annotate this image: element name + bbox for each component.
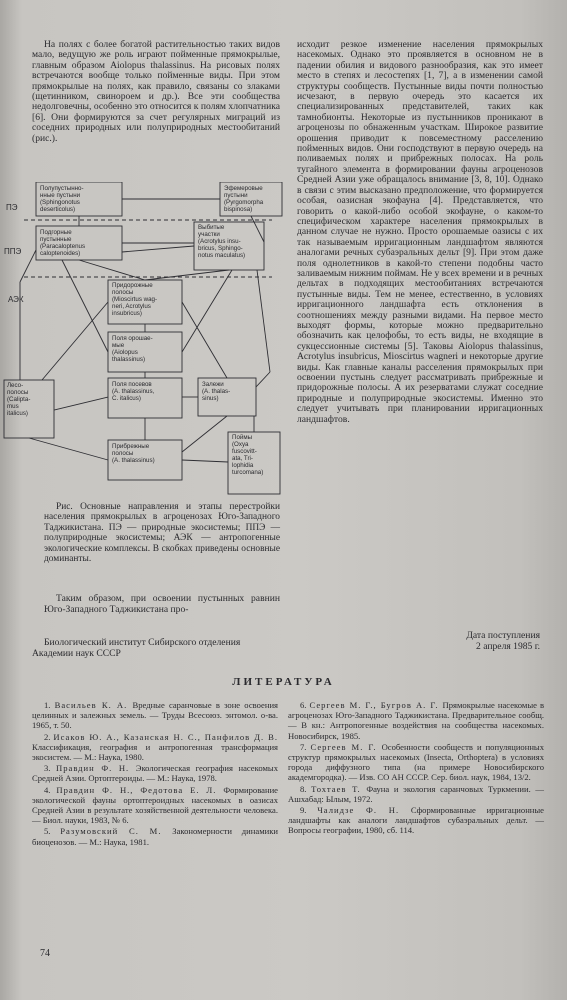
diagram-box-label-b4: Выбитые — [198, 224, 225, 231]
diagram-box-label-b4: участки — [198, 231, 220, 238]
side-label-pe: ПЭ — [6, 203, 18, 212]
reference-text: Особенности сообществ и популяционных структур прямокрылых насекомых (Insecta, Orthoptera) в условиях города диффузного типа (на примере Новосибирского академгородка). — Изв. СО АН СССР. Сер. биол. наук, 1984, 13/2. — [288, 741, 544, 783]
reference-number: 2. — [44, 731, 54, 742]
diagram-box-label-b7: Лесо- — [7, 382, 24, 389]
left-intro-paragraph: На полях с более богатой растительностью таких видов мало, ведущую же роль играют пойменные прямокрылые, главным образом Aiolopus thalassinus. На рисовых полях встречаются вообще только пойменные виды. При этом прямокрылые на полях, как правило, связаны со злаками (щетинником, свинороем и др.). Все эти сообщества недолговечны, особенно это относится к полям хлопчатника [6]. Они формируются за счет регулярных миграций из соседних природных или полуприродных местообитаний (рис.). — [32, 39, 280, 144]
diagram-box-label-b9: (A. thalas- — [202, 388, 231, 395]
side-label-ppe: ППЭ — [4, 247, 22, 256]
diagram-box-label-b10: Прибрежные — [112, 443, 150, 450]
diagram-box-label-b6: (Aiolopus — [112, 349, 138, 356]
diagram-box-label-b1: deserticolus) — [40, 206, 76, 213]
diagram-box-label-b8: Поля посевов — [112, 381, 152, 388]
diagram-box-label-b5: полосы — [112, 289, 134, 296]
diagram-box-label-b7: (Calipta- — [7, 396, 31, 403]
left-column — [32, 40, 280, 144]
diagram-box-label-b6: мые — [112, 342, 125, 349]
diagram-box-label-b3: (Paracaloptenus — [40, 243, 86, 250]
reference-number: 6. — [300, 700, 310, 710]
diagram-svg — [2, 182, 292, 500]
literature-title: ЛИТЕРАТУРА — [232, 676, 335, 688]
reference-item — [32, 785, 278, 826]
reference-item — [288, 784, 544, 804]
diagram-box-label-b5: insubricus) — [112, 310, 142, 317]
diagram-box-label-b2: (Pyrgomorpha — [224, 199, 264, 206]
diagram-box-label-b2: Эфемеровые — [224, 185, 263, 192]
diagram-box-label-b10: (A. thalassinus) — [112, 457, 155, 464]
reference-item — [288, 700, 544, 741]
reference-text: Закономерности динамики биоценозов. — М.: Наука, 1981. — [32, 826, 279, 847]
diagram-box-label-b8: C. italicus) — [112, 395, 141, 402]
reference-item — [288, 805, 544, 836]
reference-number: 8. — [300, 783, 312, 794]
diagram-box-label-b1: Полупустынно- — [40, 185, 84, 192]
received-value: 2 апреля 1985 г. — [476, 641, 540, 652]
diagram-box-label-b11: turcomana) — [232, 469, 264, 476]
diagram-box-label-b3: Подгорные — [40, 229, 72, 236]
reference-text: Вредные саранчовые в зоне освоения целинных и залежных земель. — Труды Всесоюз. энтомол. о-ва. 1965, т. 50. — [32, 700, 278, 731]
received-label: Дата поступления — [466, 630, 540, 641]
reference-number: 9. — [300, 805, 318, 816]
reference-author: Тохтаев Т. — [311, 783, 367, 794]
reference-item — [288, 742, 544, 783]
diagram-box-label-b7: mus — [7, 403, 19, 410]
reference-number: 1. — [44, 700, 55, 710]
figure-caption: Рис. Основные направления и этапы перестройки населения прямокрылых в агроценозах Юго-Западного Таджикистана. ПЭ — природные экосистемы; ППЭ — полуприродные экосистемы; АЭК — антропогенные экологические комплексы. В скобках приведены основные доминанты. — [44, 502, 280, 565]
diagram-box-label-b6: Поля орошае- — [112, 335, 153, 342]
diagram-box-label-b2: пустыни — [224, 192, 248, 199]
reference-author: Правдин Ф. Н. — [56, 763, 136, 774]
reference-item — [32, 826, 278, 846]
reference-author: Сергеев М. Г., Бугров А. Г. — [309, 700, 443, 710]
reference-text: Формирование экологической фауны ортоптероидных насекомых в оазисах Средней Азии в результате хозяйственной деятельности человека. — Биол. науки, 1983, № 6. — [32, 784, 278, 826]
references-left — [32, 700, 278, 848]
reference-text: Фауна и экология саранчовых Туркмении. — Ашхабад: Ылым, 1972. — [288, 783, 544, 804]
diagram-box-label-b5: neri, Acrotylus — [112, 303, 151, 310]
diagram-box-label-b5: (Mioscirtus wag- — [112, 296, 158, 303]
figure-diagram — [2, 182, 292, 500]
diagram-box-label-b11: (Oxya — [232, 441, 249, 448]
diagram-box-label-b11: fuscovitt- — [232, 448, 257, 455]
diagram-box-label-b4: notus maculatus) — [198, 252, 246, 259]
diagram-box-texts — [7, 185, 264, 476]
reference-author: Исаков Ю. А., Казанская Н. С., Панфилов Д. В. — [53, 731, 279, 742]
diagram-box-label-b1: нные пустыни — [40, 192, 81, 199]
side-label-aek: АЭК — [8, 295, 24, 304]
diagram-box-label-b9: Залежи — [202, 381, 224, 388]
diagram-box-label-b7: полосы — [7, 389, 29, 396]
diagram-box-label-b7: italicus) — [7, 410, 28, 417]
reference-number: 7. — [300, 741, 311, 752]
diagram-box-label-b5: Придорожные — [112, 282, 153, 289]
reference-number: 3. — [44, 763, 57, 774]
reference-number: 5. — [44, 826, 61, 837]
page-number: 74 — [40, 948, 50, 959]
diagram-box-label-b3: пустынные — [40, 236, 72, 243]
diagram-box-label-b4: bricus, Sphingo- — [198, 245, 243, 252]
reference-text: Сформированные ирригационные ландшафты как аналоги ландшафтов субаэральных дельт. — Вопросы географии, 1980, сб. 114. — [288, 805, 544, 836]
diagram-box-label-b11: lophidia — [232, 462, 254, 469]
reference-text: Экологическая география насекомых Средней Азии. Ортоптероиды. — М.: Наука, 1978. — [32, 763, 278, 784]
closing-paragraph: Таким образом, при освоении пустынных равнин Юго-Западного Таджикистана про- — [44, 593, 280, 615]
diagram-box-label-b2: bispinosa) — [224, 206, 253, 213]
reference-number: 4. — [44, 784, 57, 795]
diagram-box-label-b11: ata, Tri- — [232, 455, 253, 462]
reference-author: Сергеев М. Г. — [310, 741, 382, 752]
reference-author: Чалидзе Ф. Н. — [317, 805, 411, 816]
diagram-box-label-b4: (Acrotylus insu- — [198, 238, 241, 245]
reference-text: Прямокрылые насекомые в агроценозах Юго-Западного Таджикистана. Предварительное сообщ. — В кн.: Антропогенные воздействия на сообщества насекомых. Новосибирск, 1985. — [288, 700, 544, 741]
right-column — [297, 40, 543, 425]
reference-item — [32, 700, 278, 731]
diagram-box-label-b8: (A. thalassinus, — [112, 388, 155, 395]
reference-author: Разумовский С. М. — [60, 826, 173, 837]
diagram-box-label-b3: caloptenoides) — [40, 250, 81, 257]
reference-author: Васильев К. А. — [54, 700, 133, 710]
reference-item — [32, 763, 278, 783]
diagram-box-label-b10: полосы — [112, 450, 134, 457]
diagram-box-label-b6: thalassinus) — [112, 356, 146, 363]
diagram-box-label-b11: Поймы — [232, 434, 253, 441]
diagram-box-label-b1: (Sphingonotus — [40, 199, 80, 206]
right-paragraph: исходит резкое изменение населения прямокрылых насекомых. Однако это проявляется в основном не в падении обилия и видового разнообразия, как это имеет место в степях и лесостепях [1, 7], а в изменении самой структуры сообществ. Пустынные виды почти полностью исчезают, в первую очередь это касается их специализированных представителей, таких как тамнобионты. Некоторые из пустынников проникают в агроценозы по обнаженным участкам. Широкое развитие орошения приводит к повсеместному расселению пойменных видов. Они господствуют в первую очередь на поливаемых полях и прибрежных полосах. На роль тугайного элемента в формировании фауны агроценозов Средней Азии уже обращалось внимание [3, 8, 10]. Однако в связи с этим высказано предположение, что формируется особая, оазисная экофауна [4]. Представляется, что говорить о какой-либо особой экофауне, о каком-то специфическом характере населения прямокрылых в данном случае не нужно. Просто орошаемые оазисы с их так называемым ирригационным ландшафтом являются аналогами речных субаэральных дельт [9]. При этом даже поля однолетников в какой-то степени подобны часто заливаемым нижним поймам. Не у всех времени и в речных дельтах в подходящих местообитаниях встречаются пустынные виды. Тем не менее, естественно, в условиях ирригационного ландшафта есть отклонения в соотношениях между разными видами. На первое место выходят формы, которые можно предварительно обозначить как целофобы, то есть виды, не входящие в сукцессионные системы [5]. Таковы Aiolopus thalassinus, Acrotylus insubricus, Mioscirtus wagneri и некоторые другие виды. Как главные каналы расселения прямокрылых при освоении пустынь следует рассматривать прибрежные и придорожные полосы. А их резерватами служат соседние природные и полуприродные экосистемы. Именно это следует учитывать при планировании ирригационных ландшафтов. — [297, 39, 543, 425]
diagram-box-label-b9: sinus) — [202, 395, 219, 402]
reference-item — [32, 732, 278, 763]
reference-author: Правдин Ф. Н., Федотова Е. Л. — [56, 784, 224, 795]
reference-text: Классификация, география и антропогенная трансформация экосистем. — М.: Наука, 1980. — [32, 741, 278, 763]
received-date — [400, 630, 540, 652]
references-right — [288, 700, 544, 837]
institute-affiliation: Биологический институт Сибирского отделения Академии наук СССР — [32, 637, 241, 659]
